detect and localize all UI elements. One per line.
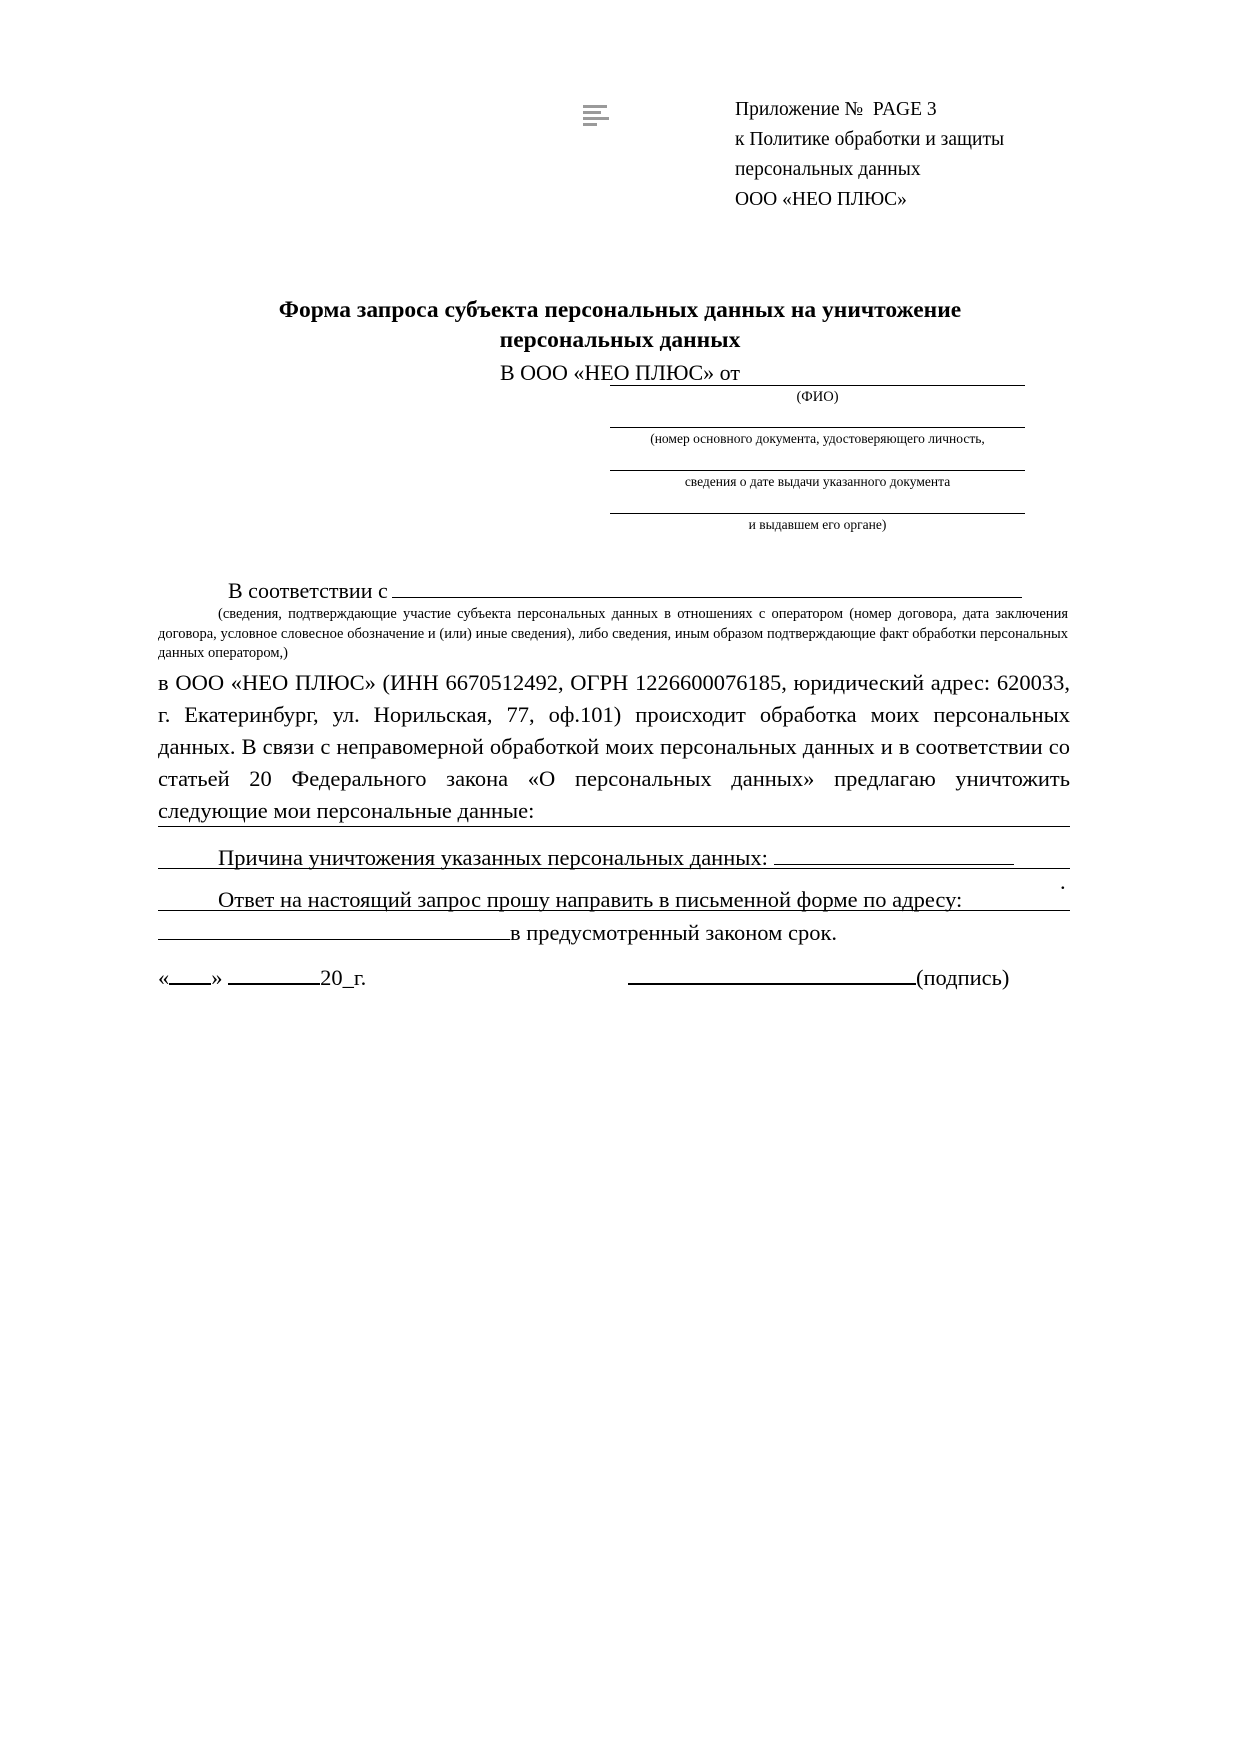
accordance-input-rule[interactable] <box>392 581 1022 598</box>
answer-tail: в предусмотренный законом срок. <box>510 920 837 945</box>
signature-caption: (подпись) <box>916 965 1010 990</box>
id-document-date-caption: сведения о дате выдачи указанного документа <box>684 474 951 489</box>
answer-label: Ответ на настоящий запрос прошу направить в письменной форме по адресу: <box>218 887 963 912</box>
reason-label: Причина уничтожения указанных персональных данных: <box>218 845 768 870</box>
id-document-number-field-block[interactable] <box>610 427 1025 449</box>
answer-address-line-2 <box>158 920 1070 946</box>
appendix-line-1: Приложение № PAGE 3 <box>735 99 937 120</box>
appendix-reference <box>735 95 1215 215</box>
page-title-line-1: Форма запроса субъекта персональных данных на уничтожение <box>278 297 962 323</box>
year-suffix: 20_г. <box>320 965 367 990</box>
accordance-line <box>158 578 1068 604</box>
reason-period: . <box>1060 869 1066 894</box>
id-document-date-field-block[interactable] <box>610 470 1025 492</box>
signature-input-rule[interactable] <box>628 969 916 985</box>
reason-line <box>158 845 1070 871</box>
page-title <box>150 295 1090 355</box>
appendix-line-3: персональных данных <box>735 159 921 180</box>
full-name-field-block[interactable] <box>610 385 1025 407</box>
accordance-note <box>158 605 1068 664</box>
day-input-rule[interactable] <box>169 969 211 985</box>
addressee-line: В ООО «НЕО ПЛЮС» от <box>500 360 740 385</box>
id-document-issuer-caption: и выдавшем его органе) <box>748 517 887 532</box>
signature-field[interactable] <box>628 965 1009 991</box>
date-open-quote: « <box>158 965 170 990</box>
full-name-caption: (ФИО) <box>796 389 839 405</box>
accordance-label: В соответствии с <box>228 578 388 603</box>
id-document-issuer-field-block[interactable] <box>610 513 1025 535</box>
body-paragraph: в ООО «НЕО ПЛЮС» (ИНН 6670512492, ОГРН 1226600076185, юридический адрес: 620033, г. Екатеринбург, ул. Норильская, 77, оф.101) происходит обработка моих персональных данных. В связи с неправомерной обработкой моих персональных данных и в соответствии со статьей 20 Федерального закона «О персональных данных» предлагаю уничтожить следующие мои персональные данные: <box>158 670 1070 823</box>
id-document-number-caption: (номер основного документа, удостоверяющего личность, <box>650 431 985 446</box>
date-field[interactable] <box>158 965 366 991</box>
data-to-destroy-rule-1[interactable] <box>158 826 1070 827</box>
date-close-quote: » <box>211 965 223 990</box>
document-icon <box>583 105 613 127</box>
appendix-line-4: ООО «НЕО ПЛЮС» <box>735 189 907 210</box>
document-header <box>0 95 1242 225</box>
appendix-line-2: к Политике обработки и защиты <box>735 129 1005 150</box>
month-input-rule[interactable] <box>228 969 320 985</box>
accordance-note-text: (сведения, подтверждающие участие субъекта персональных данных в отношениях с оператором (номер договора, дата заключения договора, условное словесное обозначение и (или) иные сведения), либо сведения, иным образом подтверждающие факт обработки персональных данных оператором,) <box>158 606 1068 661</box>
answer-address-input-rule[interactable] <box>158 923 510 940</box>
page-title-line-2: персональных данных <box>499 327 741 353</box>
answer-address-line <box>158 887 1070 913</box>
reason-input-rule[interactable] <box>774 848 1014 865</box>
